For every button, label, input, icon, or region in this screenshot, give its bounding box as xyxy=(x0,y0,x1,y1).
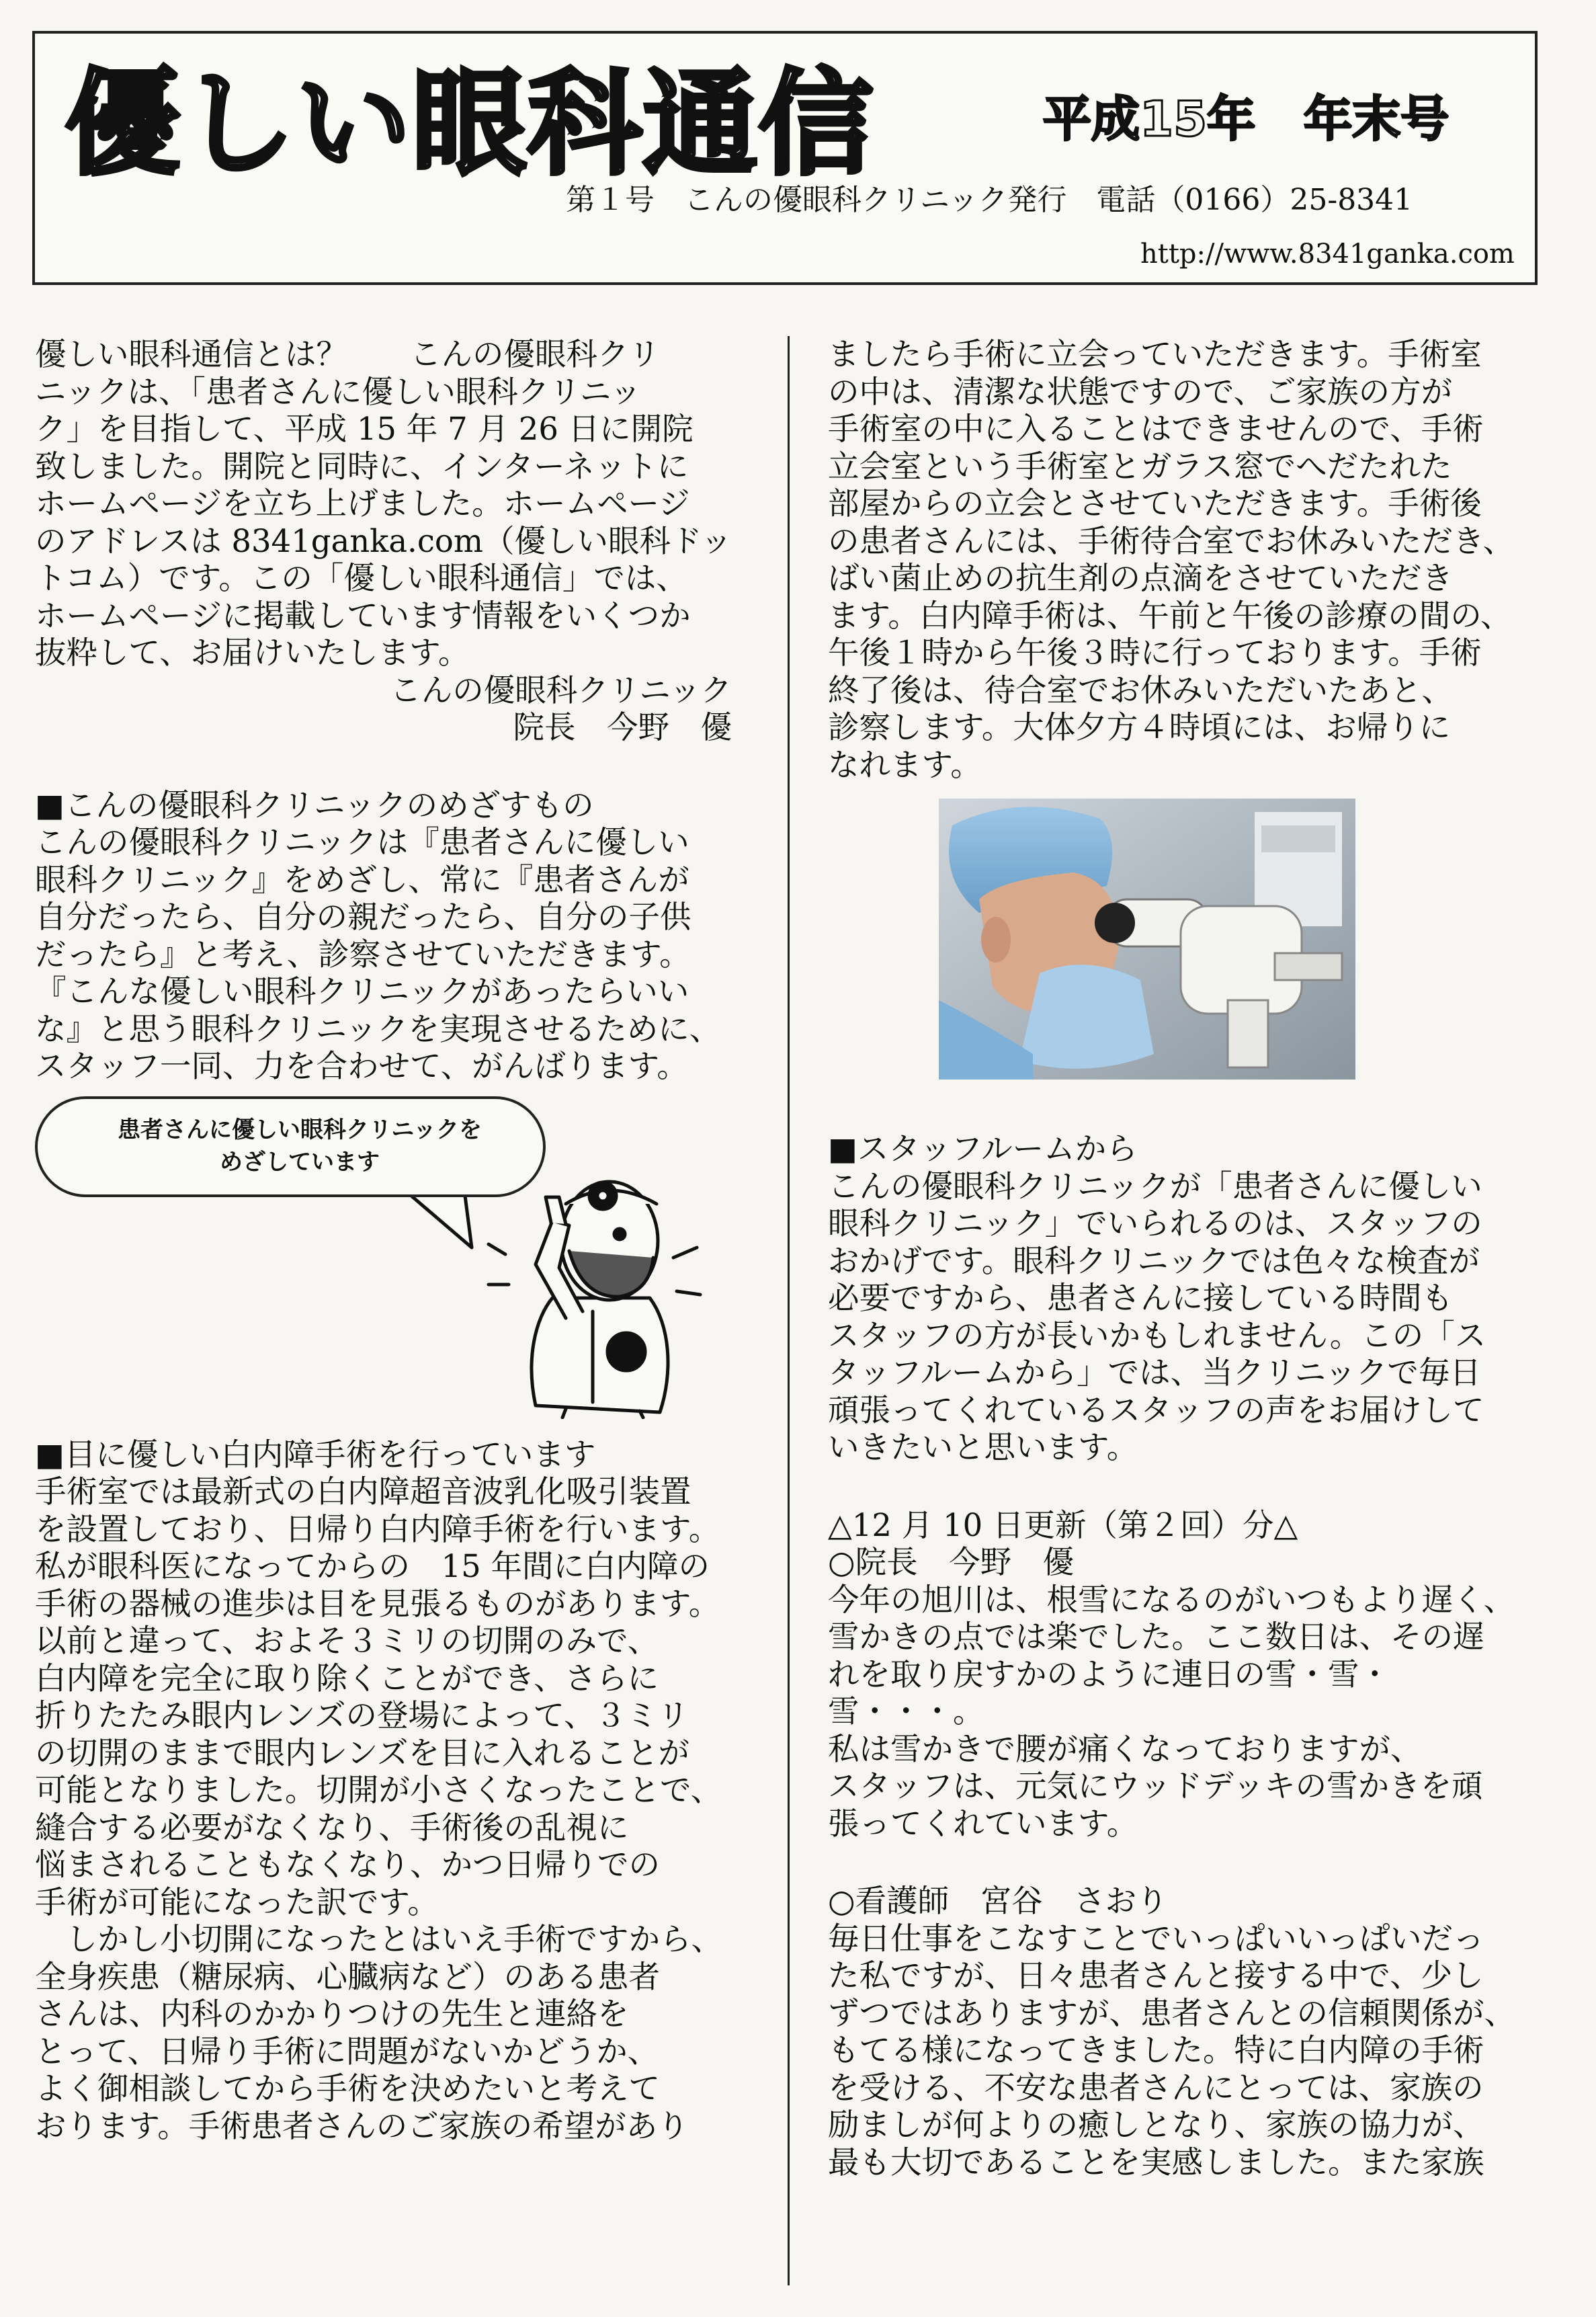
surgeon-microscope-icon xyxy=(939,799,1355,1080)
text-line: た私ですが、日々患者さんと接する中で、少し xyxy=(828,1957,1484,1994)
text-line: 抜粋して、お届けいたします。 xyxy=(35,635,470,671)
text-line: よく御相談してから手術を決めたいと考えて xyxy=(35,2070,660,2107)
text-line: 『こんな優しい眼科クリニックがあったらいい xyxy=(35,973,689,1010)
text-line: 私は雪かきで腰が痛くなっておりますが、 xyxy=(828,1730,1422,1767)
text-line: 午後１時から午後３時に行っております。手術 xyxy=(828,635,1482,671)
signature-director: 院長 今野 優 xyxy=(513,709,732,745)
text-line: 今年の旭川は、根雪になるのがいつもより遅く、 xyxy=(828,1581,1515,1618)
text-line: 以前と違って、およそ３ミリの切開のみで、 xyxy=(35,1623,659,1659)
text-line: の中は、清潔な状態ですので、ご家族の方が xyxy=(828,373,1453,410)
text-line: 白内障を完全に取り除くことができ、さらに xyxy=(35,1660,659,1697)
publisher-info: 第１号 こんの優眼科クリニック発行 電話（0166）25-8341 xyxy=(566,183,1413,217)
update-label: △12 月 10 日更新（第２回）分△ xyxy=(828,1506,1298,1543)
director-note xyxy=(828,1507,1540,1843)
staff-room-section xyxy=(828,1131,1540,1467)
nurse-note xyxy=(828,1883,1540,2181)
text-line: しかし小切開になったとはいえ手術ですから、 xyxy=(66,1921,722,1957)
text-line: ホームページに掲載しています情報をいくつか xyxy=(35,597,691,634)
text-line: 手術室では最新式の白内障超音波乳化吸引装置 xyxy=(35,1473,691,1510)
text-line: のアドレスは 8341ganka.com（優しい眼科ドッ xyxy=(35,522,732,559)
text-line: 縫合する必要がなくなり、手術後の乱視に xyxy=(35,1809,629,1846)
text-line: おります。手術患者さんのご家族の希望があり xyxy=(35,2107,689,2144)
speech-bubble xyxy=(35,1096,546,1197)
text-line: 自分だったら、自分の親だったら、自分の子供 xyxy=(35,899,691,935)
text-line: ばい菌止めの抗生剤の点滴をさせていただき xyxy=(828,560,1453,596)
text-line: を設置しており、日帰り白内障手術を行います。 xyxy=(35,1510,720,1547)
staff-name: ○看護師 宮谷 さおり xyxy=(828,1883,1168,1919)
text-line: 優しい眼科通信とは？ こんの優眼科クリ xyxy=(35,336,660,372)
text-line: いきたいと思います。 xyxy=(828,1429,1138,1465)
text-line: もてる様になってきました。特に白内障の手術 xyxy=(828,2032,1484,2068)
right-column xyxy=(828,336,1540,2181)
text-line: の患者さんには、手術待合室でお休みいただき、 xyxy=(828,522,1515,559)
text-line: さんは、内科のかかりつけの先生と連絡を xyxy=(35,1996,629,2032)
text-line: を受ける、不安な患者さんにとっては、家族の xyxy=(828,2069,1484,2106)
text-line: 全身疾患（糖尿病、心臓病など）のある患者 xyxy=(35,1958,660,1995)
text-line: こんの優眼科クリニックは『患者さんに優しい xyxy=(35,824,689,860)
text-line: 私が眼科医になってからの 15 年間に白内障の xyxy=(35,1548,710,1584)
text-line: スタッフ一同、力を合わせて、がんばります。 xyxy=(35,1048,688,1084)
aim-section xyxy=(35,787,751,1086)
text-line: だったら』と考え、診察させていただきます。 xyxy=(35,936,691,973)
text-line: 最も大切であることを実感しました。また家族 xyxy=(828,2144,1484,2181)
text-line: 立会室という手術室とガラス窓でへだたれた xyxy=(828,448,1452,485)
text-line: ホームページを立ち上げました。ホームページ xyxy=(35,485,690,522)
text-line: トコム）です。この「優しい眼科通信」では、 xyxy=(35,560,687,596)
intro-paragraph xyxy=(35,336,751,747)
text-line: 可能となりました。切開が小さくなったことで、 xyxy=(35,1772,722,1808)
text-line: スタッフは、元気にウッドデッキの雪かきを頑 xyxy=(828,1768,1483,1804)
text-line: なれます。 xyxy=(828,746,982,783)
section-heading: ■こんの優眼科クリニックのめざすもの xyxy=(35,786,594,823)
text-line: ます。白内障手術は、午前と午後の診療の間の、 xyxy=(828,597,1512,634)
surgeon-photo xyxy=(939,799,1355,1080)
speech-bubble-text: 患者さんに優しい眼科クリニックを めざしています xyxy=(118,1116,482,1176)
text-line: 手術の器械の進歩は目を見張るものがあります。 xyxy=(35,1585,720,1622)
text-line: 悩まされることもなくなり、かつ日帰りでの xyxy=(35,1846,660,1883)
masthead-box xyxy=(32,31,1538,285)
text-line: 雪かきの点では楽でした。ここ数日は、その遅 xyxy=(828,1619,1484,1655)
staff-name: ○院長 今野 優 xyxy=(828,1544,1075,1580)
text-line: おかげです。眼科クリニックでは色々な検査が xyxy=(828,1242,1480,1279)
column-divider xyxy=(788,336,790,2285)
newsletter-title: 優しい眼科通信 xyxy=(65,58,875,191)
cataract-section xyxy=(35,1436,751,2146)
text-line: 手術室の中に入ることはできませんので、手術 xyxy=(828,411,1484,447)
text-line: の切開のままで眼内レンズを目に入れることが xyxy=(35,1734,689,1771)
section-heading: ■目に優しい白内障手術を行っています xyxy=(35,1436,596,1473)
text-line: 折りたたみ眼内レンズの登場によって、３ミリ xyxy=(35,1697,689,1734)
left-column xyxy=(35,336,751,2145)
text-line: 眼科クリニック」でいられるのは、スタッフの xyxy=(828,1205,1482,1242)
text-line: 手術が可能になった訳です。 xyxy=(35,1883,439,1920)
text-line: 必要ですから、患者さんに接している時間も xyxy=(828,1280,1453,1316)
text-line: 励ましが何よりの癒しとなり、家族の協力が、 xyxy=(828,2107,1484,2143)
section-heading: ■スタッフルームから xyxy=(828,1131,1138,1167)
issue-label: 平成15年 年末号 xyxy=(1043,91,1450,147)
text-line: ましたら手術に立会っていただきます。手術室 xyxy=(828,336,1482,372)
text-line: 終了後は、待合室でお休みいただいたあと、 xyxy=(828,672,1453,708)
text-line: れを取り戻すかのように連日の雪・雪・雪・・・。 xyxy=(828,1656,1390,1730)
text-line: ずつではありますが、患者さんとの信頼関係が、 xyxy=(828,1994,1515,2031)
text-line: こんの優眼科クリニックが「患者さんに優しい xyxy=(828,1168,1482,1205)
text-line: ク」を目指して、平成 15 年 7 月 26 日に開院 xyxy=(35,411,694,447)
text-line: 張ってくれています。 xyxy=(828,1805,1138,1842)
text-line: 致しました。開院と同時に、インターネットに xyxy=(35,448,689,485)
text-line: とって、日帰り手術に問題がないかどうか、 xyxy=(35,2033,659,2070)
text-line: タッフルームから」では、当クリニックで毎日 xyxy=(828,1354,1481,1391)
website-url: http://www.8341ganka.com xyxy=(1140,239,1515,270)
text-line: ニックは、「患者さんに優しい眼科クリニッ xyxy=(35,373,642,410)
text-line: 眼科クリニック』をめざし、常に『患者さんが xyxy=(35,861,689,898)
text-line: スタッフの方が長いかもしれません。この「ス xyxy=(828,1317,1486,1354)
signature-clinic: こんの優眼科クリニック xyxy=(390,672,732,708)
text-line: 頑張ってくれているスタッフの声をお届けして xyxy=(828,1391,1484,1428)
text-line: 診察します。大体夕方４時頃には、お帰りに xyxy=(828,709,1451,745)
cataract-continued xyxy=(828,336,1540,784)
text-line: 部屋からの立会とさせていただきます。手術後 xyxy=(828,485,1482,522)
text-line: な』と思う眼科クリニックを実現させるために、 xyxy=(35,1010,721,1047)
doctor-illustration xyxy=(35,1096,774,1419)
text-line: 毎日仕事をこなすことでいっぱいいっぱいだっ xyxy=(828,1920,1484,1957)
